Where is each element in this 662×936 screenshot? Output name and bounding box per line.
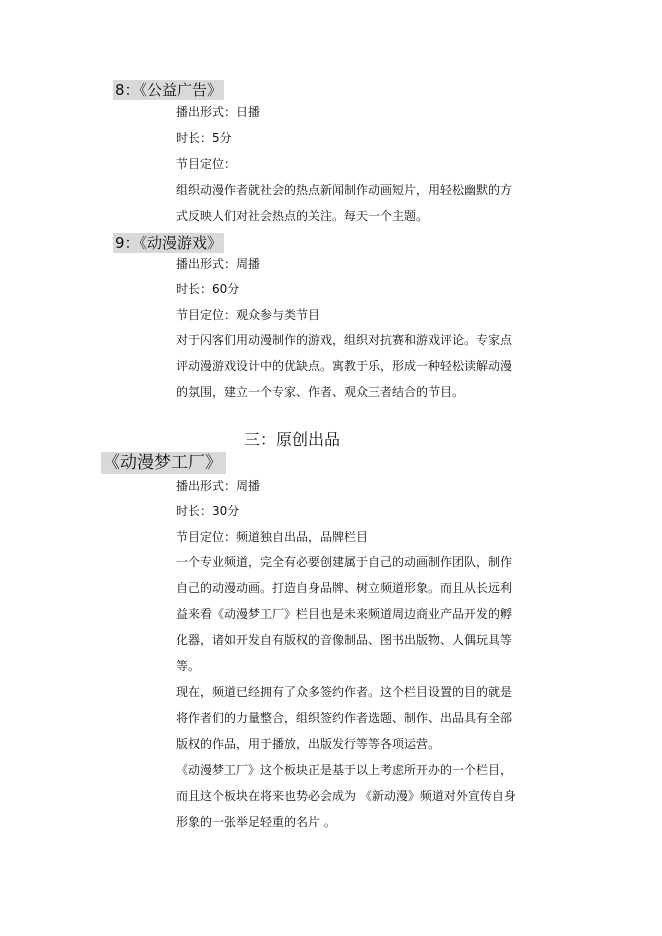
item-9-desc-line: 评动漫游戏设计中的优缺点。寓教于乐，形成一种轻松读解动漫	[176, 359, 513, 373]
item-9-description	[176, 327, 556, 405]
item-9-duration: 时长：60分	[176, 282, 240, 296]
item-8-desc-line: 式反映人们对社会热点的关注。每天一个主题。	[176, 209, 429, 223]
paragraph-line: 一个专业频道，完全有必要创建属于自己的动画制作团队，制作	[176, 555, 513, 569]
item-8-description	[176, 177, 556, 229]
item-9-desc-line: 的氛围，建立一个专家、作者、观众三者结合的节目。	[176, 385, 465, 399]
program-paragraph-1	[176, 549, 556, 679]
item-9-desc-line: 对于闪客们用动漫制作的游戏，组织对抗赛和游戏评论。专家点	[176, 333, 513, 347]
item-9-format: 播出形式：周播	[176, 257, 261, 271]
paragraph-line: 版权的作品，用于播放，出版发行等等各项运营。	[176, 737, 441, 751]
program-duration: 时长：30分	[176, 504, 240, 518]
item-8-heading: 8：《公益广告》	[115, 81, 223, 99]
paragraph-line: 等。	[176, 659, 201, 673]
paragraph-line: 将作者们的力量整合，组织签约作者选题、制作、出品具有全部	[176, 711, 513, 725]
paragraph-line: 自己的动漫动画。打造自身品牌、树立频道形象。而且从长远利	[176, 581, 513, 595]
paragraph-line: 而且这个板块在将来也势必会成为 《新动漫》频道对外宣传自身	[176, 789, 516, 803]
program-paragraph-2	[176, 679, 556, 757]
program-paragraph-3	[176, 757, 556, 835]
item-8-duration: 时长：5分	[176, 131, 232, 145]
paragraph-line: 化器，诸如开发自有版权的音像制品、图书出版物、人偶玩具等	[176, 633, 513, 647]
program-format: 播出形式：周播	[176, 479, 261, 493]
item-9-position: 节目定位：观众参与类节目	[176, 308, 321, 322]
paragraph-line: 益来看《动漫梦工厂》栏目也是未来频道周边商业产品开发的孵	[176, 607, 513, 621]
item-8-format: 播出形式：日播	[176, 105, 261, 119]
section-title: 三：原创出品	[244, 430, 341, 449]
paragraph-line: 《动漫梦工厂》这个板块正是基于以上考虑所开办的一个栏目，	[176, 763, 513, 777]
paragraph-line: 形象的一张举足轻重的名片 。	[176, 815, 336, 829]
item-8-desc-line: 组织动漫作者就社会的热点新闻制作动画短片，用轻松幽默的方	[176, 183, 513, 197]
program-position: 节目定位：频道独自出品，品牌栏目	[176, 530, 369, 544]
item-8-position: 节目定位：	[176, 157, 237, 171]
item-9-heading: 9：《动漫游戏》	[115, 234, 223, 252]
program-heading: 《动漫梦工厂》	[101, 452, 226, 474]
paragraph-line: 现在，频道已经拥有了众多签约作者。这个栏目设置的目的就是	[176, 685, 513, 699]
